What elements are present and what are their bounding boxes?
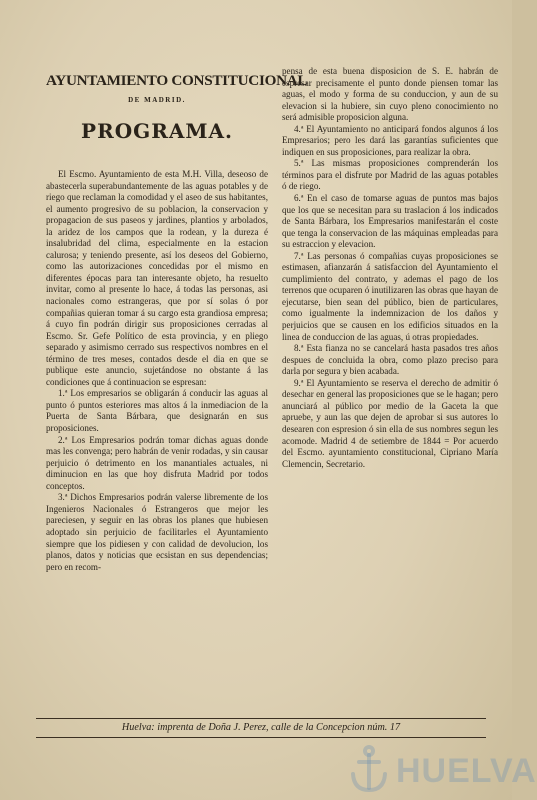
clause-3: 3.ª Dichos Empresarios podrán valerse libremente de los Ingenieros Nacionales ó Estrangeros que mejor les pareciesen, y seguir en las obras los planes que hubiesen adoptado sin perjuicio de facilitarles el Ayuntamiento siempre que los pidiesen y con calidad de devolucion, los planos, datos y noticias que ecsistan en sus dependencias; pero en recom- [46,492,268,572]
footer-rule-bottom [36,737,486,738]
document-heading: PROGRAMA. [81,119,233,143]
clause-9: 9.ª El Ayuntamiento se reserva el derecho de admitir ó desechar en general las proposiciones que se le hagan; pero anunciará al público por medio de la Gaceta la que apruebe, y aun las que dejen de aprobar si sus autores lo desearen con espresion ó sin ella de sus nombres segun les acomode. Madrid 4 de setiembre de 1844 = Por acuerdo del Escmo. ayuntamiento constitucional, Cipriano María Clemencin, Secretario. [282,377,498,469]
clause-2: 2.ª Los Empresarios podrán tomar dichas aguas donde mas les convenga; pero habrán de venir rodadas, y sin causar perjuicio ó detrimento en los manantiales actuales, ni diminucion en las que hoy disfruta Madrid por todos conceptos. [46,434,268,491]
printer-imprint: Huelva: imprenta de Doña J. Perez, calle de la Concepcion núm. 17 [121,722,401,733]
clause-4: 4.ª El Ayuntamiento no anticipará fondos algunos á los Empresarios; pero les dará las garantías suficientes que indiquen en sus proposiciones, para realizar la obra. [282,123,498,157]
clause-1: 1.ª Los empresarios se obligarán á conducir las aguas al punto ó puntos esteriores mas altos á la inmediacion de la Puerta de Santa Bárbara, que designarán en sus proposiciones. [46,388,268,434]
right-column [282,0,498,470]
footer-rule-top [36,718,486,719]
clause-7: 7.ª Las personas ó compañias cuyas proposiciones se estimasen, afianzarán á satisfaccion del Ayuntamiento el cumplimiento del contrato, y ademas el pago de los terrenos que ocuparen ó inutilizaren las obras que hayan de ejecutarse, bien sean del público, bien de particulares, como igualmente la indemnizacion de los daños y perjuicios que se causen en los edificios situados en la linea de conduccion de las aguas, ú otras propiedades. [282,250,498,342]
clause-5: 5.ª Las mismas proposiciones comprenderán los términos para el disfrute por Madrid de las aguas potables ó de riego. [282,158,498,192]
anchor-watermark-icon [348,744,390,794]
intro-paragraph: El Escmo. Ayuntamiento de esta M.H. Villa, deseoso de abastecerla superabundantemente de las aguas potables y de riego que reclaman la comodidad y el aseo de sus habitantes, el aumento progresivo de su poblacion, la conservacion y propagacion de sus paseos y jardines, plantios y arbolados, la aridez de los campos que la rodean, y la dureza é insalubridad del clima, especialmente en la estacion calurosa; y teniendo presente, así los deseos del Gobierno, como las autorizaciones concedidas por el mismo en diferentes épocas para tan interesante objeto, ha resuelto invitar, como al presente lo hace, á todas las personas, asi nacionales como estrangeras, que por sí solas ó por compañias quieran tomar á su cargo esta grandiosa empresa; á cuyo fin podrán dirigir sus proposiciones cerradas al Escmo. Sr. Gefe Político de esta provincia, y en pliego separado y asimismo cerrado sus respectivos nombres en el término de tres meses, contados desde el dia en que se publique este anuncio, sujetándose no obstante á las condiciones que á continuacion se espresan: [46,169,268,387]
document-title: AYUNTAMIENTO CONSTITUCIONAL [46,72,308,89]
clause-6: 6.ª En el caso de tomarse aguas de puntos mas bajos que los que se necesitan para su traslacion á los indicados de Santa Bárbara, los Empresarios manifestarán el coste que tenga la conservacion de las máquinas empleadas para su estraccion y elevacion. [282,193,498,250]
left-column [46,0,308,573]
watermark-text: HUELVA [396,752,537,790]
clause-3-continuation: pensa de esta buena disposicion de S. E. habrán de espresar precisamente el punto donde piensen tomar las aguas, el modo y forma de su conduccion, y aun de su elevacion si la hubiere, sin cuyo pleno conocimiento no será admisible proposicion alguna. [282,66,498,123]
document-subtitle: DE MADRID. [128,96,186,104]
document-header [46,72,308,143]
clause-8: 8.ª Esta fianza no se cancelará hasta pasados tres años despues de concluida la obra, como plazo preciso para darla por segura y bien acabada. [282,343,498,377]
